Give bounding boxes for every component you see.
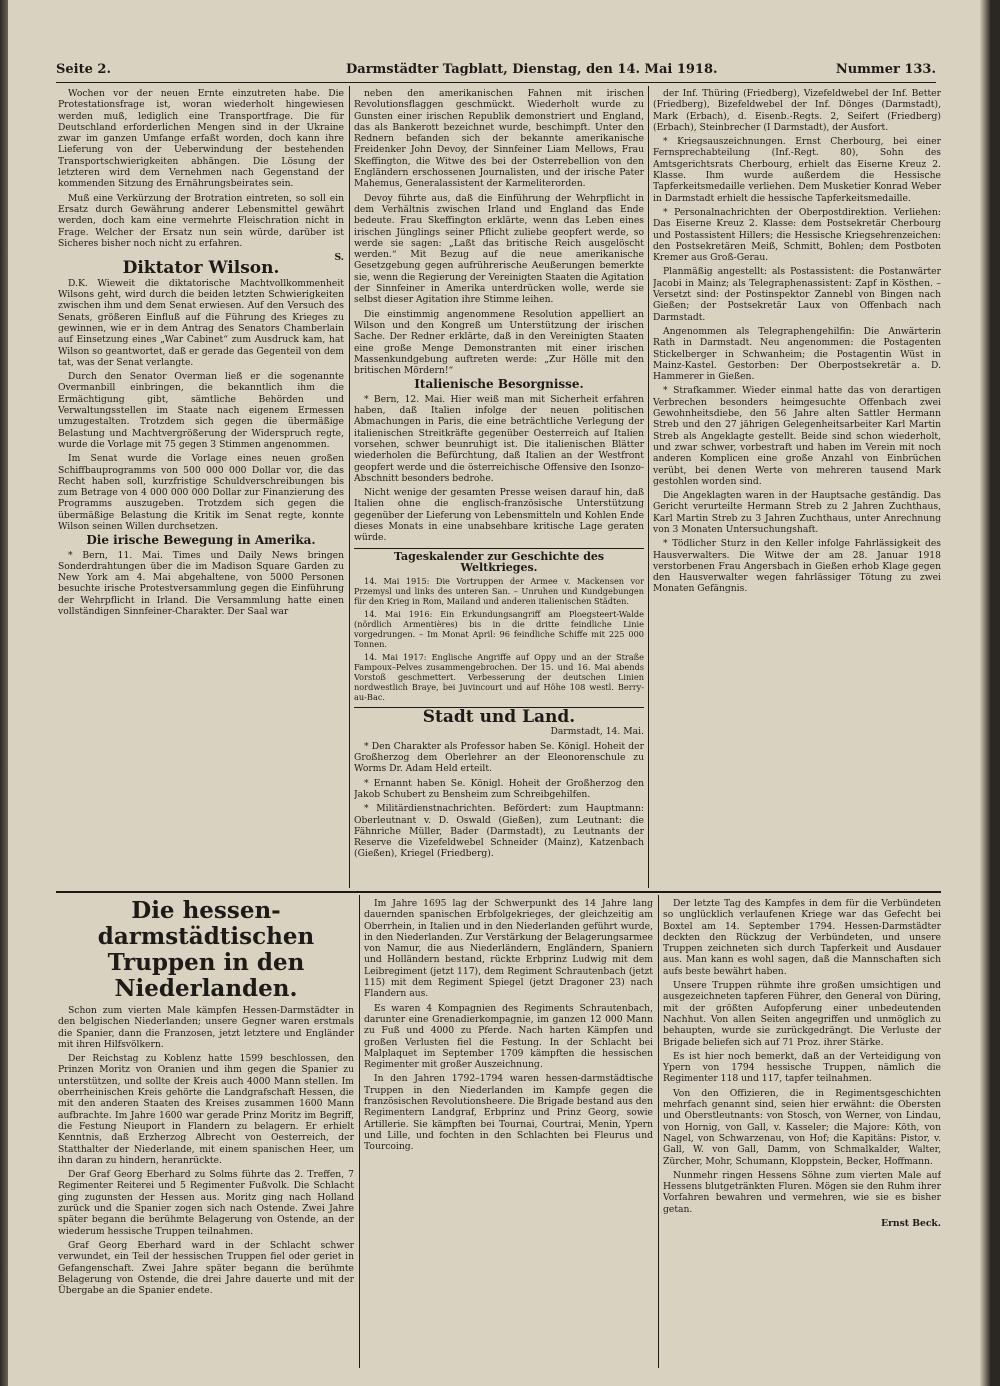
article-paragraph: Angenommen als Telegraphengehilfin: Die Anwärterin Rath in Darmstadt. Neu angenommen: die Postagenten Stickelberger in Schwanheim; die Postagentin Wüst in Mainz-Kastel. Gestorben: Der Oberpostsekretär a. D. Hammerer in Gießen. bbox=[653, 325, 941, 383]
article-paragraph: * Kriegsauszeichnungen. Ernst Cherbourg, bei einer Fernsprechabteilung (Inf.-Regt. 80), Sohn des Amtsgerichtsrats Cherbourg, erhielt das Eiserne Kreuz 2. Klasse. Ihm wurde außerdem die Hessische Tapferkeitsmedaille verliehen. Dem Musketier Konrad Weber in Darmstadt erhielt die hessische Tapferkeitsmedaille. bbox=[653, 136, 941, 204]
article-paragraph: Der Reichstag zu Koblenz hatte 1599 beschlossen, den Prinzen Moritz von Oranien und ihm gegen die Spanier zu unterstützen, und sollte der Kreis auch 4000 Mann stellen. Im oberrheinischen Kreis gehörte die Landgrafschaft Hessen, die mit den anderen Staaten des Kreises zusammen 1600 Mann aufbrachte. Im Jahre 1600 war gerade Prinz Moritz im Begriff, die Festung Nieuport in Flandern zu belagern. Er erhielt Kenntnis, daß Erzherzog Albrecht von Oesterreich, der Statthalter der Niederlande, mit einem spanischen Heer, um ihn daran zu hindern, heranrückte. bbox=[58, 1053, 354, 1166]
article-signature: S. bbox=[334, 252, 344, 264]
page-number-label: Seite 2. bbox=[56, 62, 111, 77]
masthead-rule bbox=[56, 82, 936, 83]
war-calendar-title: Tageskalender zur Geschichte des Weltkrieges. bbox=[393, 549, 605, 574]
headline-irish-movement: Die irische Bewegung in Amerika. bbox=[86, 533, 316, 548]
headline-diktator-wilson: Diktator Wilson. bbox=[122, 258, 280, 279]
article-paragraph: * Den Charakter als Professor haben Se. Königl. Hoheit der Großherzog dem Oberlehrer an der Eleonorenschule zu Worms Dr. Adam Held erteilt. bbox=[354, 740, 644, 775]
article-paragraph: In den Jahren 1792–1794 waren hessen-darmstädtische Truppen in den Niederlanden im Kampfe gegen die französischen Revolutionsheere. Die Brigade bestand aus den Regimentern Landgraf, Erbprinz und Prinz Georg, sowie Artillerie. Sie kämpften bei Tournai, Courtrai, Menin, Ypern und Lille, und fochten in den Schlachten bei Fleurus und Tourcoing. bbox=[364, 1073, 653, 1153]
war-calendar-entry: 14. Mai 1915: Die Vortruppen der Armee v. Mackensen vor Przemysl und links des unteren San. – Unruhen und Kundgebungen für den Krieg in Rom, Mailand und anderen italienischen Städten. bbox=[354, 576, 644, 607]
article-paragraph: D.K. Wieweit die diktatorische Machtvollkommenheit Wilsons geht, wird durch die beiden letzten Schwierigkeiten zwischen ihm und dem Senat erwiesen. Auf den Versuch des Senats, größeren Einfluß auf die Führung des Krieges zu gewinnen, wie er in dem Antrag des Senators Chamberlain auf Einsetzung eines „War Cabinet“ zum Ausdruck kam, hat Wilson so geantwortet, daß er gerade das Gegenteil von dem tat, was der Senat verlangte. bbox=[58, 277, 344, 368]
article-paragraph: neben den amerikanischen Fahnen mit irischen Revolutionsflaggen geschmückt. Wiederholt wurde zu Gunsten einer irischen Republik demonstriert und England, das als Bankerott bezeichnet wurde, beschimpft. Unter den Rednern befanden sich der bekannte amerikanische Freidenker John Devoy, der Sinnfeiner Liam Mellows, Frau Skeffington, die Witwe des bei der Osterrebellion von den Engländern erschossenen Journalisten, und der irische Pater Mahemus, Generalassistent der Karmeliterorden. bbox=[354, 88, 644, 190]
newspaper-title-line: Darmstädter Tagblatt, Dienstag, den 14. Mai 1918. bbox=[346, 62, 718, 77]
article-paragraph: Schon zum vierten Male kämpfen Hessen-Darmstädter in den belgischen Niederlanden; unsere Gegner waren erstmals die Spanier, dann die Franzosen, jetzt letztere und Engländer mit ihren Hilfsvölkern. bbox=[58, 1005, 354, 1050]
article-paragraph: * Bern, 11. Mai. Times und Daily News bringen Sonderdrahtungen über die im Madison Square Garden zu New York am 4. Mai abgehaltene, von 5000 Personen besuchte irische Protestversammlung gegen die Einführung der Wehrpflicht in Irland. Die Versammlung hatte einen vollständigen Sinnfeiner-Charakter. Der Saal war bbox=[58, 549, 344, 618]
article-paragraph: * Militärdienstnachrichten. Befördert: zum Hauptmann: Oberleutnant v. D. Oswald (Gießen), zum Leutnant: die Fähnriche Müller, Bader (Darmstadt), zu Leutnants der Reserve die Vizefeldwebel Schneider (Mainz), Katzenbach (Gießen), Kriegel (Friedberg). bbox=[354, 803, 644, 860]
binding-spine bbox=[0, 0, 8, 1386]
issue-number-label: Nummer 133. bbox=[835, 62, 936, 77]
article-paragraph: Im Jahre 1695 lag der Schwerpunkt des 14 Jahre lang dauernden spanischen Erbfolgekrieges, der gleichzeitig am Oberrhein, in Italien und in den Niederlanden geführt wurde, in den Niederlanden. Zur Verstärkung der Belagerungsarmee von Namur, die aus Niederländern, Engländern, Spaniern und Holländern bestand, rückte Erbprinz Ludwig mit dem Leibregiment (jetzt 117), dem Regiment Schrautenbach (jetzt 115) mit dem Regiment Spiegel (jetzt Dragoner 23) nach Flandern aus. bbox=[364, 898, 653, 1000]
column-3 bbox=[653, 88, 941, 888]
article-paragraph: Durch den Senator Overman ließ er die sogenannte Overmanbill einbringen, die bekanntlich ihm die Ermächtigung gibt, sämtliche Behörden und Verwaltungsstellen im Staate nach eigenem Ermessen umzugestalten. Trotzdem sich gegen die übermäßige Belastung und Machtvergrößerung der Widerspruch regte, wurde die Vorlage mit 75 gegen 3 Stimmen angenommen. bbox=[58, 371, 344, 450]
article-paragraph: * Tödlicher Sturz in den Keller infolge Fahrlässigkeit des Hausverwalters. Die Witwe der am 28. Januar 1918 verstorbenen Frau Angersbach in Gießen erhob Klage gegen den Hausverwalter wegen fahrlässiger Tötung zu zwei Monaten Gefängnis. bbox=[653, 538, 941, 595]
article-paragraph: * Bern, 12. Mai. Hier weiß man mit Sicherheit erfahren haben, daß Italien infolge der neuen politischen Abmachungen in Paris, die eine beträchtliche Verlegung der italienischen Streitkräfte gegenüber Oesterreich auf Italien vorsehen, schwer beunruhigt ist. Die italienischen Blätter wiederholen die Befürchtung, daß Italien an der Westfront geopfert werde und die österreichische Offensive den Isonzo-Abschnitt besonders bedrohe. bbox=[354, 393, 644, 484]
war-calendar-box bbox=[354, 548, 644, 709]
headline-italian-concerns: Italienische Besorgnisse. bbox=[414, 377, 584, 392]
article-paragraph: Die einstimmig angenommene Resolution appelliert an Wilson und den Kongreß um Unterstützung der irischen Sache. Der Redner erklärte, daß in den Vereinigten Staaten eine große Menge Demonstranten mit einer irischen Massenkundgebung auftreten werde: „Zur Hölle mit den britischen Mördern!“ bbox=[354, 308, 644, 377]
article-paragraph: * Strafkammer. Wieder einmal hatte das von derartigen Verbrechen besonders heimgesuchte Offenbach zwei Gewohnheitsdiebe, den 56 Jahre alten Sattler Hermann Streb und den 27 jährigen Gelegenheitsarbeiter Karl Martin Streb als Angeklagte gestellt. Beide sind schon wiederholt, und zwar schwer, vorbestraft und haben im Verein mit noch anderen Komplicen eine große Anzahl von Einbrüchen verübt, bei denen Werte von mehreren tausend Mark gestohlen worden sind. bbox=[653, 385, 941, 487]
article-paragraph: * Personalnachrichten der Oberpostdirektion. Verliehen: Das Eiserne Kreuz 2. Klasse: dem Postsekretär Cherbourg und Postassistent Hillers; die Hessische Kriegsehrenzeichen: den Postsekretären Meiß, Schmitt, Bohlen; dem Postboten Kremer aus Groß-Gerau. bbox=[653, 206, 941, 264]
article-paragraph: Von den Offizieren, die in Regimentsgeschichten mehrfach genannt sind, seien hier erwähnt: die Obersten und Oberstleutnants: von Stosch, von Werner, von Lindau, von Hornig, von Gall, v. Kasseler; die Majore: Köth, von Nagel, von Schwarzenau, von Hof; die Kapitäns: Pistor, v. Gall, W. von Gall, Damm, von Schmalkalder, Walter, Zürcher, Mohr, Schumann, Kloppstein, Becker, Hoffmann. bbox=[663, 1087, 941, 1167]
column-divider bbox=[349, 86, 350, 888]
article-paragraph: Der letzte Tag des Kampfes in dem für die Verbündeten so unglücklich verlaufenen Kriege war das Gefecht bei Boxtel am 14. September 1794. Hessen-Darmstädter deckten den Rückzug der Verbündeten, und unsere Truppen zeichneten sich durch Tapferkeit und Ausdauer aus. Man kann es wohl sagen, daß die Mannschaften sich aufs beste bewährt haben. bbox=[663, 898, 941, 977]
article-paragraph: Es waren 4 Kompagnien des Regiments Schrautenbach, darunter eine Grenadierkompagnie, im ganzen 12 000 Mann zu Fuß und 4000 zu Pferde. Nach harten Kämpfen und großen Verlusten fiel die Festung. In der Schlacht bei Malplaquet im September 1709 kämpften die hessischen Regimenter mit großer Auszeichnung. bbox=[364, 1002, 653, 1071]
article-paragraph: Unsere Truppen rühmte ihre großen umsichtigen und ausgezeichneten tapferen Führer, den General von Düring, mit der größten Aufopferung einer unbedeutenden Nachhut. Von allen Seiten angegriffen und unmöglich zu behaupten, wurde sie zurückgedrängt. Die Verluste der Brigade beliefen sich auf 71 Proz. ihrer Stärke. bbox=[663, 980, 941, 1048]
feature-column-2 bbox=[364, 898, 653, 1368]
newspaper-page bbox=[8, 0, 990, 1386]
section-divider bbox=[56, 891, 941, 893]
article-paragraph: Nunmehr ringen Hessens Söhne zum vierten Male auf Hessens blutgetränkten Fluren. Mögen sie den Ruhm ihrer Vorfahren bewahren und vermehren, wie sie es bisher getan. bbox=[663, 1169, 941, 1215]
war-calendar-entry: 14. Mai 1916: Ein Erkundungsangriff am Ploegsteert-Walde (nördlich Armentières) bis in die dritte feindliche Linie vorgedrungen. – Im Monat April: 96 feindliche Schiffe mit 225 000 Tonnen. bbox=[354, 609, 644, 650]
article-paragraph: Die Angeklagten waren in der Hauptsache geständig. Das Gericht verurteilte Hermann Streb zu 2 Jahren Zuchthaus, Karl Martin Streb zu 3 Jahren Zuchthaus, unter Anrechnung von 3 Monaten Untersuchungshaft. bbox=[653, 490, 941, 535]
war-calendar-entry: 14. Mai 1917: Englische Angriffe auf Oppy und an der Straße Fampoux–Pelves zusammengebrochen. Der 15. und 16. Mai abends Vorstoß geschmettert. Verbesserung der deutschen Linien nordwestlich Braye, bei Juvincourt und auf Höhe 108 westl. Berry-au-Bac. bbox=[354, 652, 644, 703]
feature-column-3 bbox=[663, 898, 941, 1368]
headline-hessen-truppen: Die hessen-darmstädtischen Truppen in den Niederlanden. bbox=[97, 898, 315, 1002]
headline-stadt-und-land: Stadt und Land. bbox=[422, 707, 576, 728]
masthead bbox=[56, 60, 936, 82]
column-divider bbox=[658, 895, 659, 1368]
article-paragraph: Nicht wenige der gesamten Presse weisen darauf hin, daß Italien ohne die englisch-französische Unterstützung gegenüber der Lieferung von Lebensmitteln und Kohlen Ende dieses Monats in eine unabsehbare kritische Lage geraten würde. bbox=[354, 487, 644, 544]
article-paragraph: Wochen vor der neuen Ernte einzutreten habe. Die Protestationsfrage ist, woran wiederholt hingewiesen werden muß, lediglich eine Transportfrage. Die für Deutschland erforderlichen Mengen sind in der Ukraine zwar im ganzen Umfange erfaßt worden, doch kann ihre Lieferung von der Ueberwindung der bestehenden Transportschwierigkeiten abhängen. Die Lösung der letzteren wird dem Vernehmen nach Gegenstand der kommenden Sitzung des Ernährungsbeirates sein. bbox=[58, 88, 344, 190]
column-1 bbox=[58, 88, 344, 888]
article-paragraph: Graf Georg Eberhard ward in der Schlacht schwer verwundet, ein Teil der hessischen Truppen fiel oder geriet in Gefangenschaft. Zwei Jahre später begann die berühmte Belagerung von Ostende, die drei Jahre dauerte und mit der Übergabe an die Spanier endete. bbox=[58, 1239, 354, 1297]
article-paragraph: Muß eine Verkürzung der Brotration eintreten, so soll ein Ersatz durch Gewährung anderer Lebensmittel gewährt werden, doch kam eine vermehrte Fleischration nicht in Frage. Welcher der Ersatz nun sein würde, darüber ist Sicheres bisher noch nicht zu erfahren. bbox=[58, 192, 344, 249]
author-signature: Ernst Beck. bbox=[881, 1218, 941, 1230]
page-edge bbox=[980, 0, 990, 1386]
column-divider bbox=[359, 895, 360, 1368]
feature-column-1 bbox=[58, 898, 354, 1368]
article-paragraph: Planmäßig angestellt: als Postassistent: die Postanwärter Jacobi in Mainz; als Telegraphenassistent: Zapf in Kösthen. – Versetzt sind: der Postinspektor Zannebl von Bingen nach Gießen; der Postsekretär Laux von Offenbach nach Darmstadt. bbox=[653, 266, 941, 323]
article-paragraph: Es ist hier noch bemerkt, daß an der Verteidigung von Ypern von 1794 hessische Truppen, nämlich die Regimenter 118 und 117, tapfer teilnahmen. bbox=[663, 1050, 941, 1085]
article-paragraph: * Ernannt haben Se. Königl. Hoheit der Großherzog den Jakob Schubert zu Bensheim zum Schreibgehilfen. bbox=[354, 777, 644, 800]
column-divider bbox=[648, 86, 649, 888]
article-paragraph: Devoy führte aus, daß die Einführung der Wehrpflicht in dem Verhältnis zwischen Irland und England das Ende bedeute. Frau Skeffington erklärte, wenn das Leben eines irischen Jünglings seiner Pflicht zuliebe geopfert werde, so werde sie sagen: „Laßt das britische Reich ausgelöscht werden.“ Mit Bezug auf die neue amerikanische Gesetzgebung gegen aufrührerische Aeußerungen bemerkte sie, wenn die Regierung der Vereinigten Staaten die Agitation der Sinnfeiner in Amerika unterdrücken wolle, werde sie selbst dieser Agitation ihre Stimme leihen. bbox=[354, 192, 644, 306]
dateline: Darmstadt, 14. Mai. bbox=[550, 726, 644, 738]
column-2 bbox=[354, 88, 644, 888]
article-paragraph: Der Graf Georg Eberhard zu Solms führte das 2. Treffen, 7 Regimenter Reiterei und 5 Regimenter Fußvolk. Die Schlacht ging zugunsten der Hessen aus. Moritz ging nach Holland zurück und die Spanier zogen sich nach Ostende. Zwei Jahre später begann die berühmte Belagerung von Ostende, an der wiederum hessische Truppen teilnahmen. bbox=[58, 1169, 354, 1237]
article-paragraph: Im Senat wurde die Vorlage eines neuen großen Schiffbauprogramms von 500 000 000 Dollar vor, die das Recht haben soll, kurzfristige Schuldverschreibungen bis zum Betrage von 4 000 000 000 Dollar zur Finanzierung des Programms auszugeben. Trotzdem sich gegen die übermäßige Belastung die Kritik im Senat regte, konnte Wilson seinen Willen durchsetzen. bbox=[58, 453, 344, 532]
article-paragraph: der Inf. Thüring (Friedberg), Vizefeldwebel der Inf. Better (Friedberg), Bizefeldwebel der Inf. Dönges (Darmstadt), Mark (Erbach), d. Eisenb.-Regts. 2, Seifert (Friedberg) (Erbach), Steinbrecher (I Darmstadt), der Ausfort. bbox=[653, 88, 941, 133]
